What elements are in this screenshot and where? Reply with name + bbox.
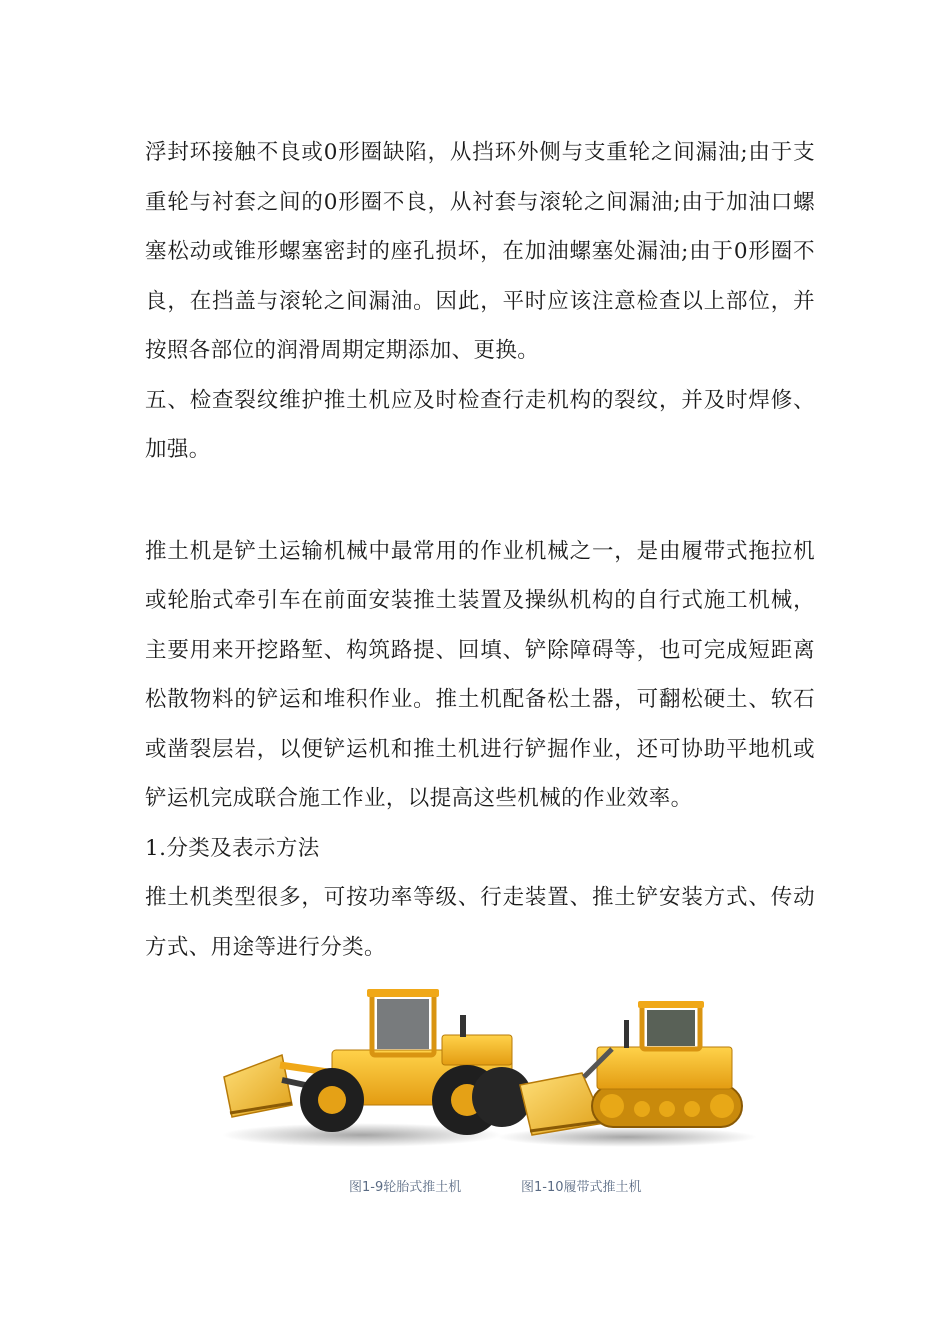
section-heading-classification: 1.分类及表示方法 <box>145 835 320 861</box>
paragraph-bulldozer-intro: 推土机是铲土运输机械中最常用的作业机械之一，是由履带式拖拉机或轮胎式牵引车在前面安装推土装置及操纵机构的自行式施工机械，主要用来开挖路堑、构筑路提、回填、铲除障碍等，也可完成短距离松散物料的铲运和堆积作业。推土机配备松土器，可翻松硬土、软石或凿裂层岩，以便铲运机和推土机进行铲掘作业，还可协助平地机或铲运机完成联合施工作业，以提高这些机械的作业效率。 <box>145 538 815 811</box>
crawler-bulldozer-icon <box>497 1001 757 1147</box>
paragraph-gap <box>145 475 815 527</box>
wheel-bulldozer-icon <box>222 989 532 1147</box>
paragraph-classification: 推土机类型很多，可按功率等级、行走装置、推土铲安装方式、传动方式、用途等进行分类。 <box>145 885 815 960</box>
figure-caption-crawler-bulldozer: 图1-10履带式推土机 <box>521 1180 642 1195</box>
figure-caption-wheel-bulldozer: 图1-9轮胎式推土机 <box>349 1180 462 1195</box>
paragraph-leak-inspection: 浮封环接触不良或0形圈缺陷，从挡环外侧与支重轮之间漏油;由于支重轮与衬套之间的0形圈不良，从衬套与滚轮之间漏油;由于加油口螺塞松动或锥形螺塞密封的座孔损坏，在加油螺塞处漏油;由于0形圈不良，在挡盖与滚轮之间漏油。因此，平时应该注意检查以上部位，并按照各部位的润滑周期定期添加、更换。 <box>145 140 815 363</box>
paragraph-crack-inspection: 五、检查裂纹维护推土机应及时检查行走机构的裂纹，并及时焊修、加强。 <box>145 387 815 462</box>
document-body <box>145 128 815 972</box>
bulldozer-figure <box>212 985 757 1200</box>
bulldozer-illustration <box>212 985 757 1150</box>
